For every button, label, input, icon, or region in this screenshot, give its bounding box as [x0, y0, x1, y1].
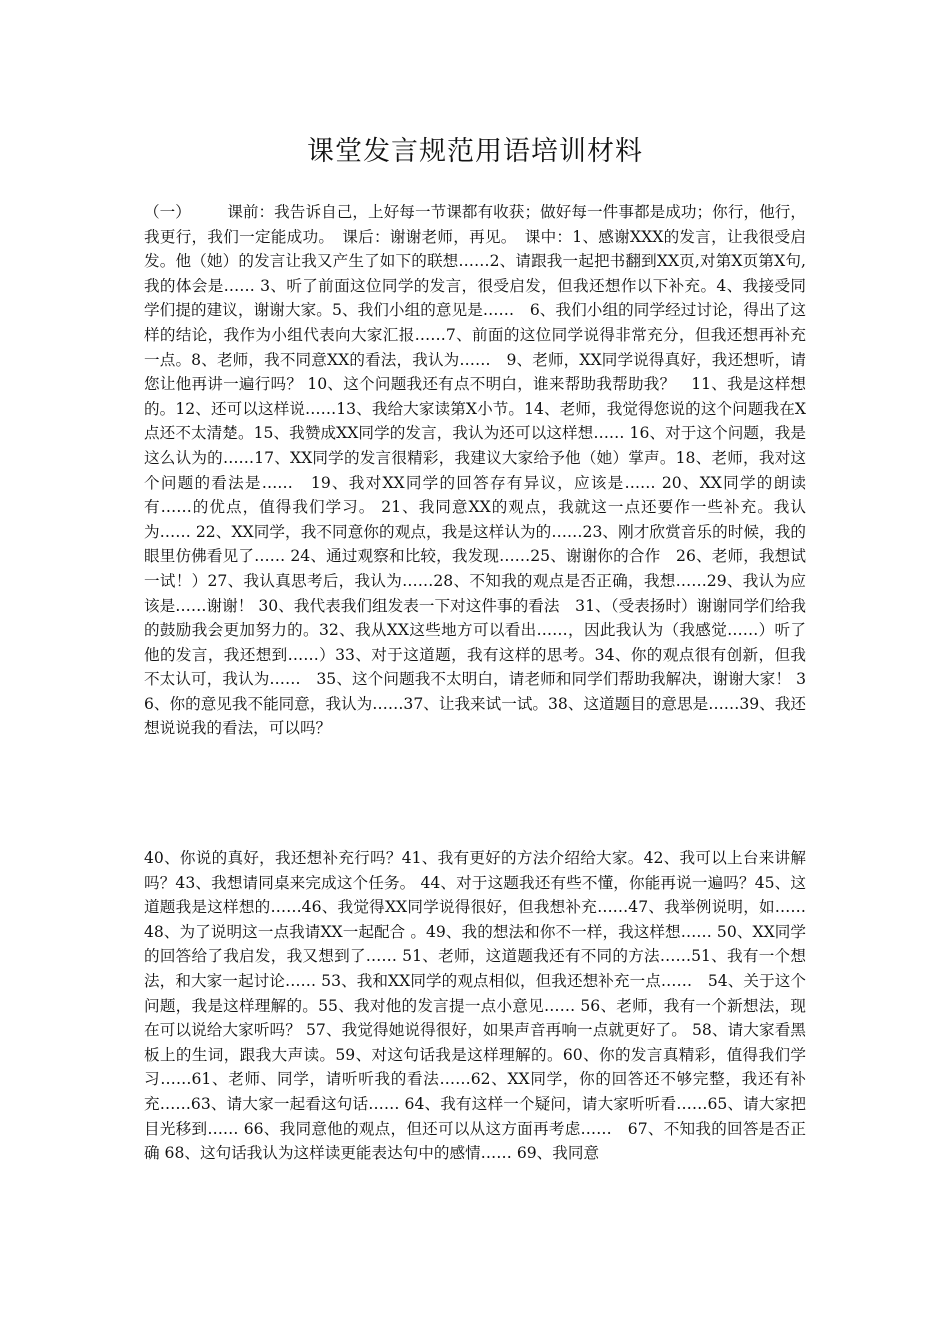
- document-title: 课堂发言规范用语培训材料: [307, 136, 643, 167]
- paragraph-1: （一） 课前：我告诉自己，上好每一节课都有收获；做好每一件事都是成功；你行，他行，我更行，我们一定能成功。 课后：谢谢老师，再见。 课中：1、感谢XXX的发言，让我很受启发。他（她）的发言让我又产生了如下的联想……2、请跟我一起把书翻到XX页,对第X页第X句,我的体会是…… 3、听了前面这位同学的发言，很受启发，但我还想作以下补充。4、我接受同学们提的建议，谢谢大家。5、我们小组的意见是…… 6、我们小组的同学经过讨论，得出了这样的结论，我作为小组代表向大家汇报……7、前面的这位同学说得非常充分，但我还想再补充一点。8、老师，我不同意XX的看法，我认为…… 9、老师，XX同学说得真好，我还想听，请您让他再讲一遍行吗？ 10、这个问题我还有点不明白，谁来帮助我帮助我？ 11、我是这样想的。12、还可以这样说……13、我给大家读第X小节。14、老师，我觉得您说的这个问题我在X点还不太清楚。15、我赞成XX同学的发言，我认为还可以这样想…… 16、对于这个问题，我是这么认为的……17、XX同学的发言很精彩，我建议大家给予他（她）掌声。18、老师，我对这个问题的看法是…… 19、我对XX同学的回答存有异议，应该是…… 20、XX同学的朗读有……的优点，值得我们学习。 21、我同意XX的观点，我就这一点还要作一些补充。我认为…… 22、XX同学，我不同意你的观点，我是这样认为的……23、刚才欣赏音乐的时候，我的眼里仿佛看见了…… 24、通过观察和比较，我发现……25、谢谢你的合作 26、老师，我想试一试！）27、我认真思考后，我认为……28、不知我的观点是否正确，我想……29、我认为应该是……谢谢！ 30、我代表我们组发表一下对这件事的看法 31、（受表扬时）谢谢同学们给我的鼓励我会更加努力的。32、我从XX这些地方可以看出……，因此我认为（我感觉……）听了他的发言，我还想到……）33、对于这道题，我有这样的思考。34、你的观点很有创新，但我不太认可，我认为…… 35、这个问题我不太明白，请老师和同学们帮助我解决，谢谢大家！ 36、你的意见我不能同意，我认为……37、让我来试一试。38、这道题目的意思是……39、我还想说说我的看法，可以吗？: [144, 203, 807, 738]
- paragraph-2: 40、你说的真好，我还想补充行吗？41、我有更好的方法介绍给大家。42、我可以上台来讲解吗？43、我想请同桌来完成这个任务。 44、对于这题我还有些不懂，你能再说一遍吗？45、这道题我是这样想的……46、我觉得XX同学说得很好，但我想补充……47、我举例说明，如…… 48、为了说明这一点我请XX一起配合 。49、我的想法和你不一样，我这样想…… 50、XX同学的回答给了我启发，我又想到了…… 51、老师，这道题我还有不同的方法……51、我有一个想法，和大家一起讨论…… 53、我和XX同学的观点相似，但我还想补充一点…… 54、关于这个问题，我是这样理解的。55、我对他的发言提一点小意见…… 56、老师，我有一个新想法，现在可以说给大家听吗？ 57、我觉得她说得很好，如果声音再响一点就更好了。 58、请大家看黑板上的生词，跟我大声读。59、对这句话我是这样理解的。60、你的发言真精彩，值得我们学习……61、老师、同学，请听听我的看法……62、XX同学，你的回答还不够完整，我还有补充……63、请大家一起看这句话…… 64、我有这样一个疑问，请大家听听看……65、请大家把目光移到…… 66、我同意他的观点，但还可以从这方面再考虑…… 67、不知我的回答是否正确 68、这句话我认为这样读更能表达句中的感情…… 69、我同意: [144, 849, 806, 1163]
